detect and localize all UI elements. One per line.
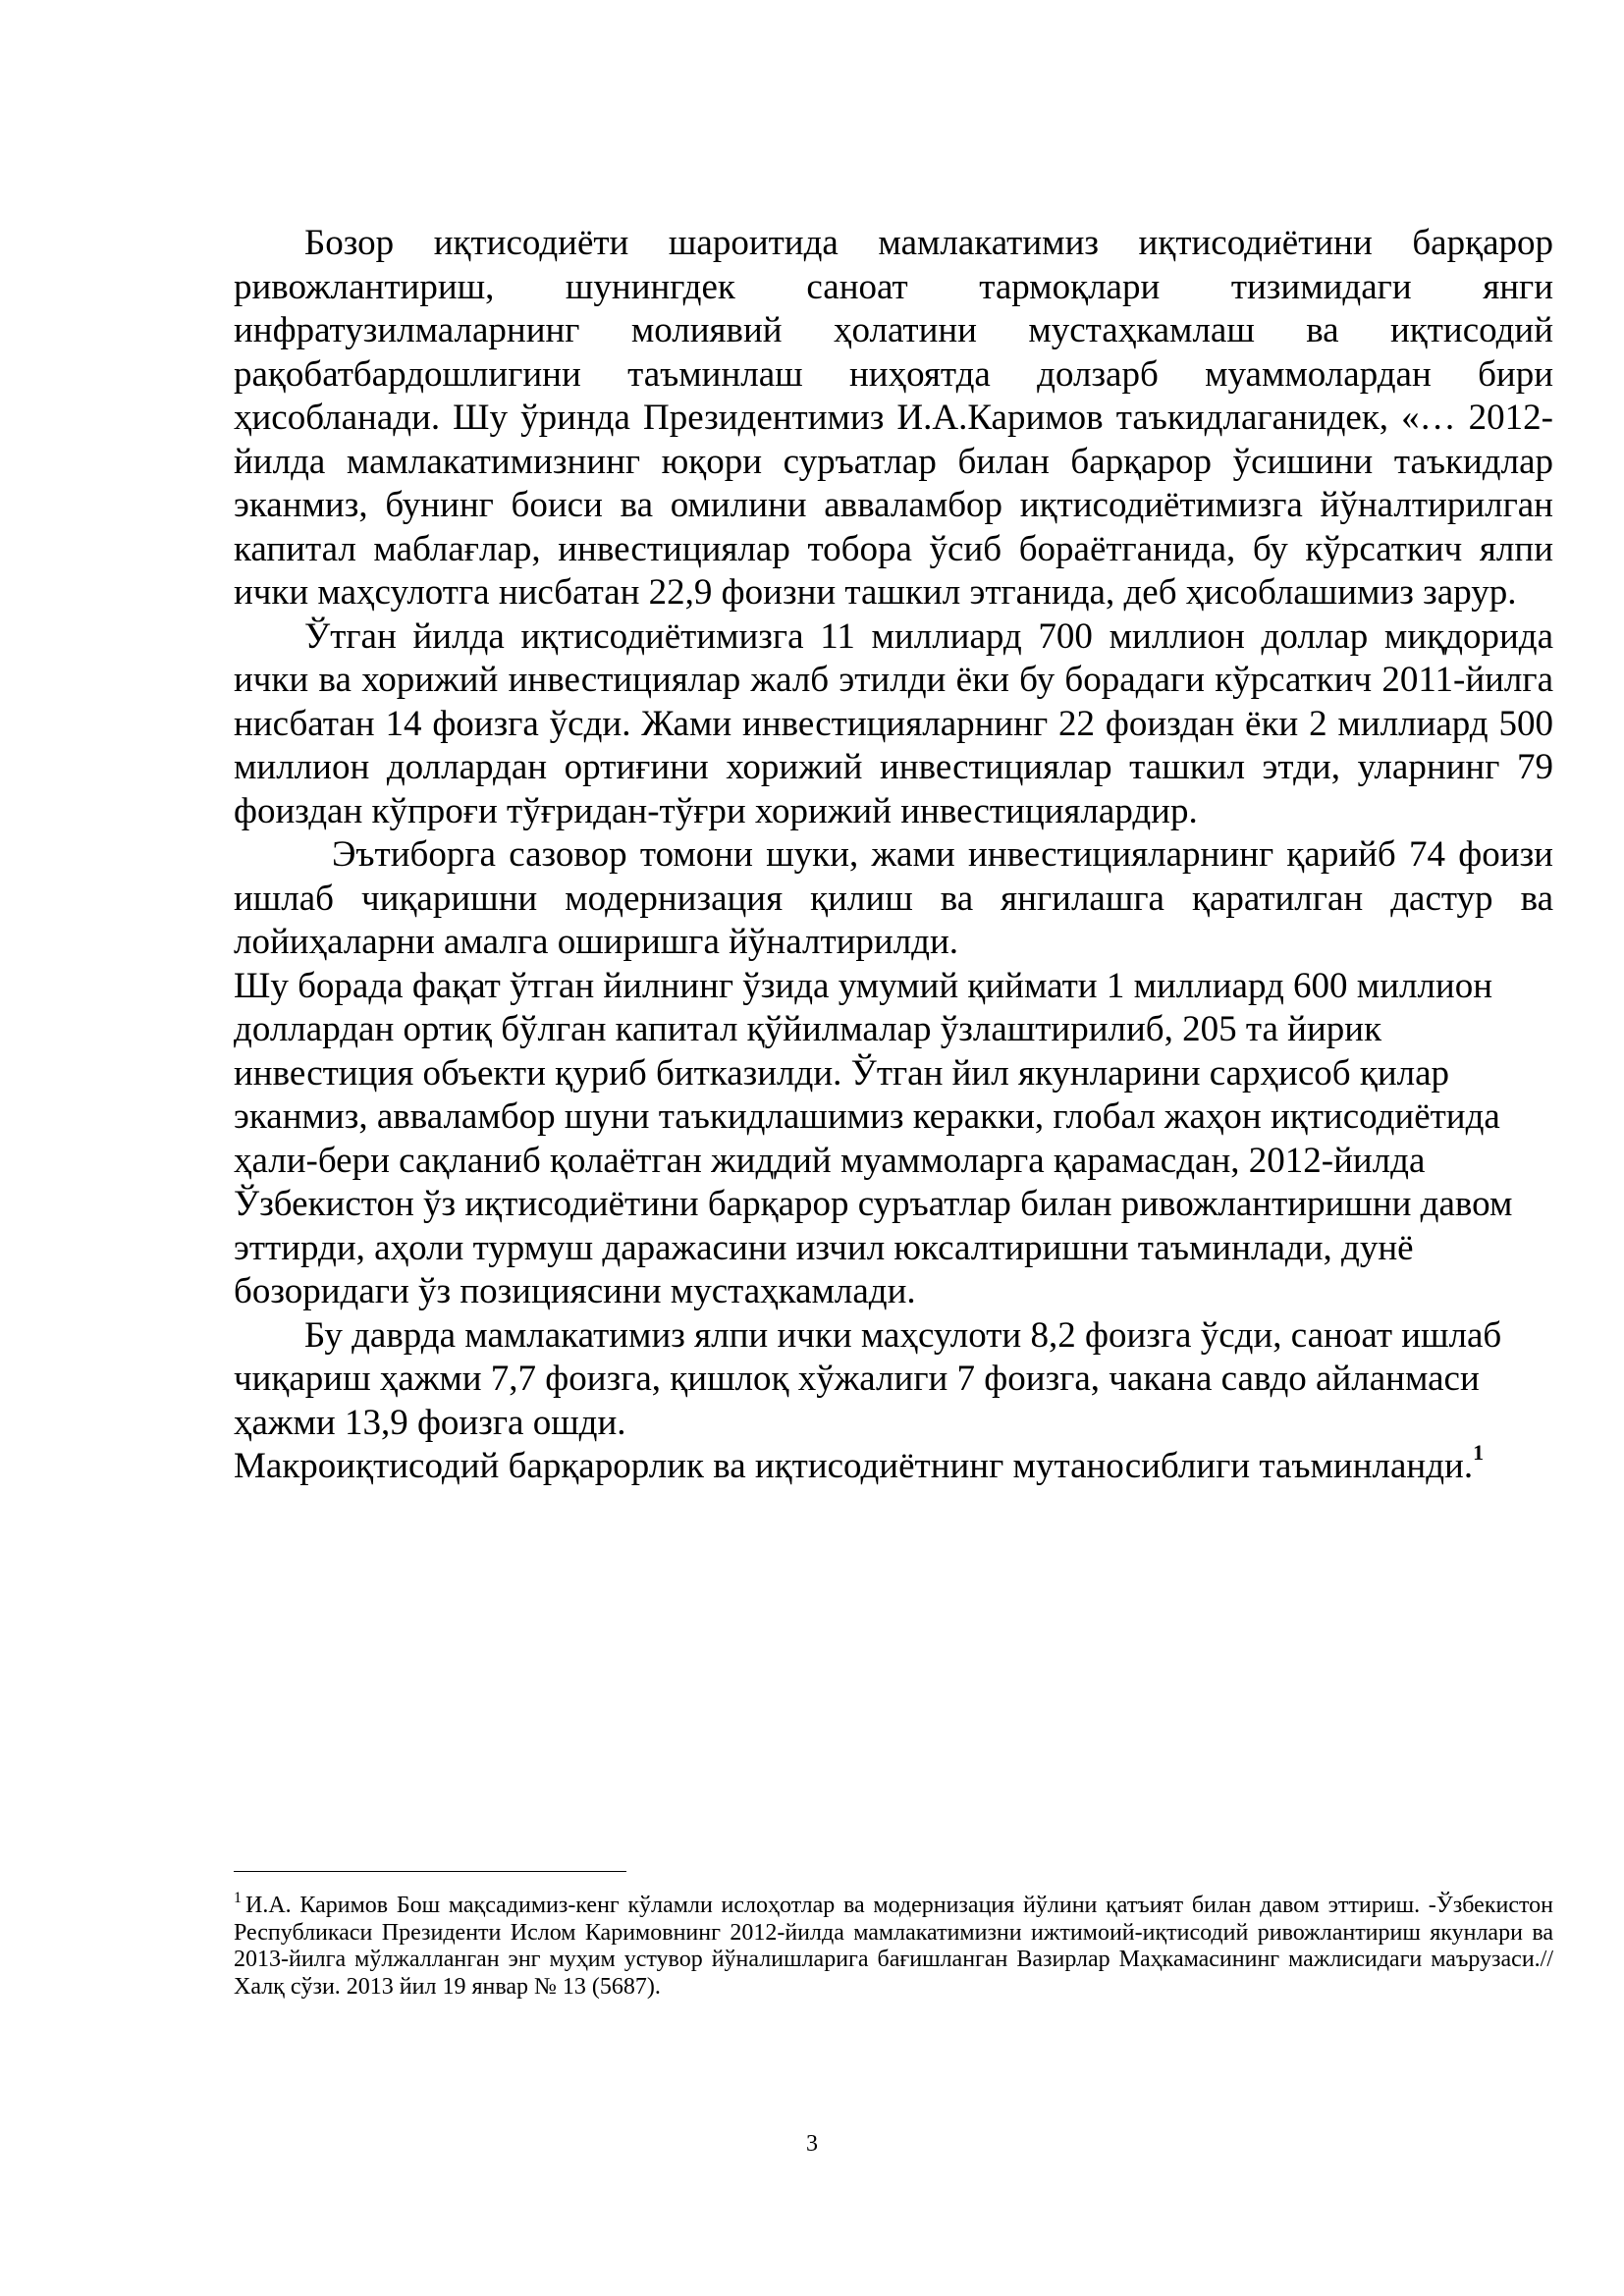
paragraph-6-text: Макроиқтисодий барқарорлик ва иқтисодиётнинг мутаносиблиги таъминланди. <box>234 1446 1474 1486</box>
footnote <box>234 1890 1553 2001</box>
footnote-separator <box>234 1871 626 1872</box>
paragraph-4: Шу борада фақат ўтган йилнинг ўзида умумий қиймати 1 миллиард 600 миллион доллардан ортиқ бўлган капитал қўйилмалар ўзлаштирилиб, 205 та йирик инвестиция объекти қуриб битказилди. Ўтган йил якунларини сарҳисоб қилар эканмиз, авваламбор шуни таъкидлашимиз керакки, глобал жаҳон иқтисодиётида ҳали-бери сақланиб қолаётган жиддий муаммоларга қарамасдан, 2012-йилда Ўзбекистон ўз иқтисодиётини барқарор суръатлар билан ривожлантиришни давом эттирди, аҳоли турмуш даражасини изчил юксалтиришни таъминлади, дунё бозоридаги ўз позициясини мустаҳкамлади. <box>234 965 1513 1311</box>
footnote-reference[interactable]: 1 <box>1473 1440 1485 1465</box>
page-number: 3 <box>806 2131 818 2157</box>
paragraph-1: Бозор иқтисодиёти шароитида мамлакатимиз иқтисодиётини барқарор ривожлантириш, шунингдек саноат тармоқлари тизимидаги янги инфратузилмаларнинг молиявий ҳолатини мустаҳкамлаш ва иқтисодий рақобатбардошлигини таъминлаш ниҳоятда долзарб муаммолардан бири ҳисобланади. Шу ўринда Президентимиз И.А.Каримов таъкидлаганидек, «… 2012-йилда мамлакатимизнинг юқори суръатлар билан барқарор ўсишини таъкидлар эканмиз, бунинг боиси ва омилини авваламбор иқтисодиётимизга йўналтирилган капитал маблағлар, инвестициялар тобора ўсиб бораётганида, бу кўрсаткич ялпи ички маҳсулотга нисбатан 22,9 фоизни ташкил этганида, деб ҳисоблашимиз зарур. <box>234 223 1553 613</box>
footnote-marker: 1 <box>234 1890 242 1906</box>
paragraph-2: Ўтган йилда иқтисодиётимизга 11 миллиард 700 миллион доллар миқдорида ички ва хорижий инвестициялар жалб этилди ёки бу борадаги кўрсаткич 2011-йилга нисбатан 14 фоизга ўсди. Жами инвестицияларнинг 22 фоиздан ёки 2 миллиард 500 миллион доллардан ортиғини хорижий инвестициялар ташкил этди, уларнинг 79 фоиздан кўпроғи тўғридан-тўғри хорижий инвестициялардир. <box>234 615 1553 831</box>
footnote-text: И.А. Каримов Бош мақсадимиз-кенг кўламли ислоҳотлар ва модернизация йўлини қатъият билан давом эттириш. -Ўзбекистон Республикаси Президенти Ислом Каримовнинг 2012-йилда мамлакатимизни ижтимоий-иқтисодий ривожлантириш якунлари ва 2013-йилга мўлжалланган энг муҳим устувор йўналишларига бағишланган Вазирлар Маҳкамасининг мажлисидаги маърузаси.//Халқ сўзи. 2013 йил 19 январ № 13 (5687). <box>234 1893 1553 2000</box>
body-text <box>234 222 1553 1489</box>
paragraph-5: Бу даврда мамлакатимиз ялпи ички маҳсулоти 8,2 фоизга ўсди, саноат ишлаб чиқариш ҳажми 7,7 фоизга, қишлоқ хўжалиги 7 фоизга, чакана савдо айланмаси ҳажми 13,9 фоизга ошди. <box>234 1314 1502 1443</box>
paragraph-3: Эътиборга сазовор томони шуки, жами инвестицияларнинг қарийб 74 фоизи ишлаб чиқаришни модернизация қилиш ва янгилашга қаратилган дастур ва лойиҳаларни амалга оширишга йўналтирилди. <box>234 834 1553 962</box>
paragraph-6 <box>234 1440 1553 1489</box>
